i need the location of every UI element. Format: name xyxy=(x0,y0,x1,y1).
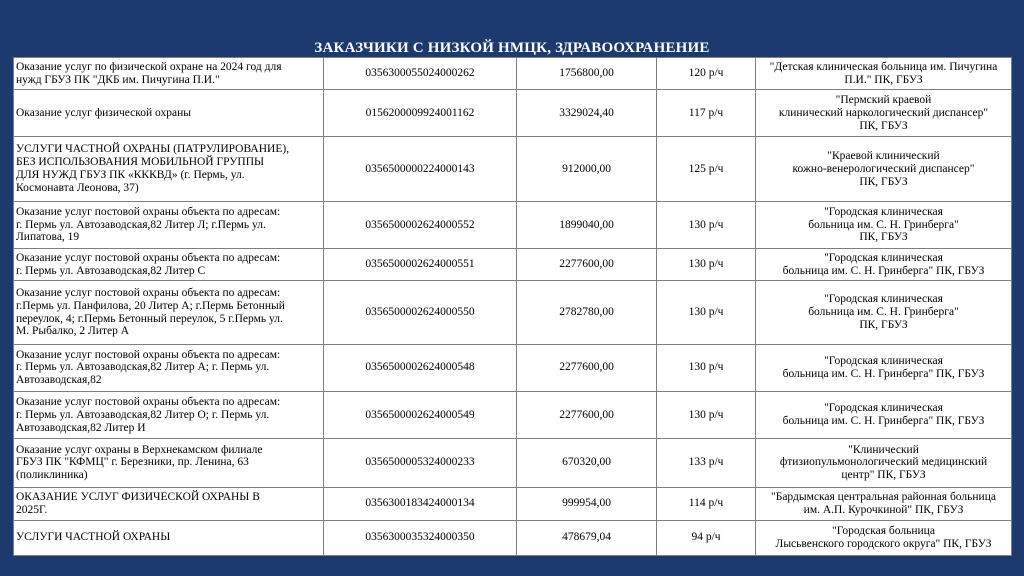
contract-price: 912000,00 xyxy=(517,137,657,201)
hourly-rate: 117 р/ч xyxy=(657,90,756,137)
purchase-number: 0156200009924001162 xyxy=(324,90,517,137)
purchase-number: 0356500002624000550 xyxy=(324,281,517,344)
service-description: Оказание услуг физической охраны xyxy=(14,90,324,137)
table-row xyxy=(14,201,1012,248)
hourly-rate: 120 р/ч xyxy=(657,58,756,90)
service-description: УСЛУГИ ЧАСТНОЙ ОХРАНЫ xyxy=(14,520,324,555)
service-description: Оказание услуг постовой охраны объекта по адресам: г. Пермь ул. Автозаводская,82 Литер Л; г.Пермь ул. Липатова, 19 xyxy=(14,201,324,248)
service-description: Оказание услуг постовой охраны объекта по адресам: г. Пермь ул. Автозаводская,82 Литер О; г. Пермь ул. Автозаводская,82 Литер И xyxy=(14,391,324,438)
hourly-rate: 125 р/ч xyxy=(657,137,756,201)
contract-price: 2277600,00 xyxy=(517,344,657,391)
hourly-rate: 114 р/ч xyxy=(657,487,756,520)
hourly-rate: 130 р/ч xyxy=(657,249,756,281)
contract-price: 1756800,00 xyxy=(517,58,657,90)
purchase-number: 0356300035324000350 xyxy=(324,520,517,555)
customer-name: "Городская клиническая больница им. С. Н. Гринберга" ПК, ГБУЗ xyxy=(756,249,1012,281)
hourly-rate: 130 р/ч xyxy=(657,344,756,391)
purchase-number: 0356300183424000134 xyxy=(324,487,517,520)
contract-price: 999954,00 xyxy=(517,487,657,520)
purchase-number: 0356500002624000548 xyxy=(324,344,517,391)
contract-price: 670320,00 xyxy=(517,439,657,487)
table-row xyxy=(14,487,1012,520)
purchase-number: 0356500000224000143 xyxy=(324,137,517,201)
service-description: Оказание услуг охраны в Верхнекамском филиале ГБУЗ ПК "КФМЦ" г. Березники, пр. Ленина, 63 (поликлиника) xyxy=(14,439,324,487)
table-row xyxy=(14,281,1012,344)
table-row xyxy=(14,90,1012,137)
table-row xyxy=(14,391,1012,438)
contract-price: 2782780,00 xyxy=(517,281,657,344)
table-row xyxy=(14,520,1012,555)
hourly-rate: 130 р/ч xyxy=(657,281,756,344)
service-description: УСЛУГИ ЧАСТНОЙ ОХРАНЫ (ПАТРУЛИРОВАНИЕ), БЕЗ ИСПОЛЬЗОВАНИЯ МОБИЛЬНОЙ ГРУППЫ ДЛЯ НУЖД ГБУЗ ПК «КККВД» (г. Пермь, ул. Космонавта Леонова, 37) xyxy=(14,137,324,201)
table-row xyxy=(14,249,1012,281)
hourly-rate: 130 р/ч xyxy=(657,391,756,438)
customer-name: "Бардымская центральная районная больница им. А.П. Курочкиной" ПК, ГБУЗ xyxy=(756,487,1012,520)
purchase-number: 0356500002624000551 xyxy=(324,249,517,281)
customer-name: "Городская клиническая больница им. С. Н. Гринберга" ПК, ГБУЗ xyxy=(756,281,1012,344)
table-row xyxy=(14,137,1012,201)
purchase-number: 0356500005324000233 xyxy=(324,439,517,487)
purchase-number: 0356300055024000262 xyxy=(324,58,517,90)
page-title: ЗАКАЗЧИКИ С НИЗКОЙ НМЦК, ЗДРАВООХРАНЕНИЕ xyxy=(314,40,710,56)
contract-price: 3329024,40 xyxy=(517,90,657,137)
table-row xyxy=(14,344,1012,391)
customer-name: "Краевой клинический кожно-венерологический диспансер" ПК, ГБУЗ xyxy=(756,137,1012,201)
contract-price: 478679,04 xyxy=(517,520,657,555)
contract-price: 1899040,00 xyxy=(517,201,657,248)
service-description: Оказание услуг по физической охране на 2024 год для нужд ГБУЗ ПК "ДКБ им. Пичугина П.И." xyxy=(14,58,324,90)
contract-price: 2277600,00 xyxy=(517,249,657,281)
service-description: Оказание услуг постовой охраны объекта по адресам: г. Пермь ул. Автозаводская,82 Литер С xyxy=(14,249,324,281)
purchase-number: 0356500002624000549 xyxy=(324,391,517,438)
service-description: Оказание услуг постовой охраны объекта по адресам: г. Пермь ул. Автозаводская,82 Литер А; г. Пермь ул. Автозаводская,82 xyxy=(14,344,324,391)
hourly-rate: 133 р/ч xyxy=(657,439,756,487)
table-row xyxy=(14,439,1012,487)
customers-table xyxy=(13,57,1012,556)
hourly-rate: 130 р/ч xyxy=(657,201,756,248)
customer-name: "Городская клиническая больница им. С. Н. Гринберга" ПК, ГБУЗ xyxy=(756,344,1012,391)
customer-name: "Клинический фтизиопульмонологический медицинский центр" ПК, ГБУЗ xyxy=(756,439,1012,487)
service-description: ОКАЗАНИЕ УСЛУГ ФИЗИЧЕСКОЙ ОХРАНЫ В 2025Г. xyxy=(14,487,324,520)
contract-price: 2277600,00 xyxy=(517,391,657,438)
customer-name: "Городская клиническая больница им. С. Н. Гринберга" ПК, ГБУЗ xyxy=(756,201,1012,248)
hourly-rate: 94 р/ч xyxy=(657,520,756,555)
purchase-number: 0356500002624000552 xyxy=(324,201,517,248)
table-row xyxy=(14,58,1012,90)
customer-name: "Городская клиническая больница им. С. Н. Гринберга" ПК, ГБУЗ xyxy=(756,391,1012,438)
customer-name: "Детская клиническая больница им. Пичугина П.И." ПК, ГБУЗ xyxy=(756,58,1012,90)
customer-name: "Городская больница Лысьвенского городского округа" ПК, ГБУЗ xyxy=(756,520,1012,555)
service-description: Оказание услуг постовой охраны объекта по адресам: г.Пермь ул. Панфилова, 20 Литер А; г.Пермь Бетонный переулок, 4; г.Пермь Бетонный переулок, 5 г.Пермь ул. М. Рыбалко, 2 Литер А xyxy=(14,281,324,344)
customer-name: "Пермский краевой клинический наркологический диспансер" ПК, ГБУЗ xyxy=(756,90,1012,137)
